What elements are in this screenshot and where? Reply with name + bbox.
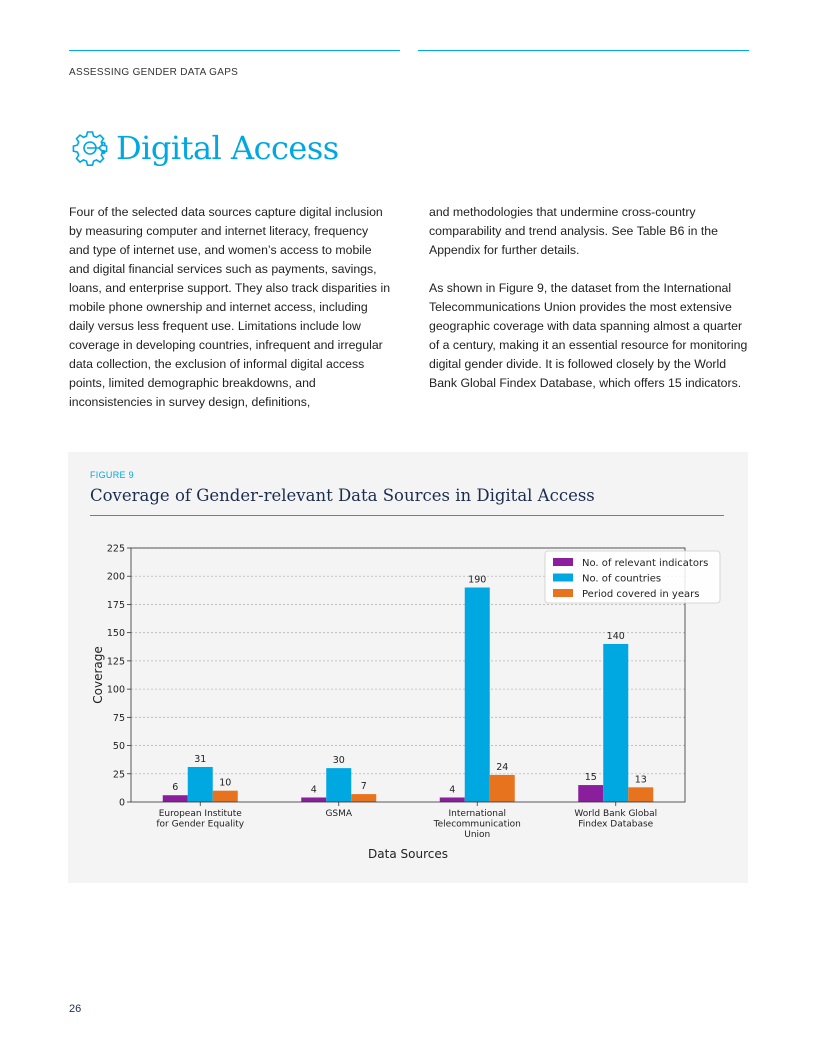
body-paragraph: and methodologies that undermine cross-country comparability and trend analysis. See Table B6 in the Appendix for further details. xyxy=(429,205,718,257)
x-axis-title: Data Sources xyxy=(368,847,448,861)
x-tick-label: GSMA xyxy=(325,809,353,819)
x-tick-label: European Institute for Gender Equality xyxy=(156,809,245,830)
y-axis-title: Coverage xyxy=(91,646,105,704)
gear-icon xyxy=(68,126,112,170)
bar xyxy=(163,795,188,802)
y-tick-label: 175 xyxy=(106,599,125,611)
body-column-right xyxy=(429,203,751,412)
bar xyxy=(578,785,603,802)
legend-label: No. of relevant indicators xyxy=(582,558,709,569)
bar-value-label: 24 xyxy=(496,761,509,773)
bar xyxy=(603,644,628,802)
bar-chart xyxy=(68,452,748,883)
figure-title: Coverage of Gender-relevant Data Sources in Digital Access xyxy=(90,486,595,505)
header-rule-right xyxy=(418,50,749,51)
section-label: ASSESSING GENDER DATA GAPS xyxy=(69,67,239,78)
bar xyxy=(440,797,465,802)
legend-label: No. of countries xyxy=(582,573,662,585)
page-number: 26 xyxy=(69,1003,82,1015)
body-column-left xyxy=(69,203,391,431)
bar-value-label: 4 xyxy=(449,784,456,796)
legend-swatch xyxy=(553,589,573,597)
bar xyxy=(351,794,376,802)
y-tick-label: 25 xyxy=(112,769,125,781)
y-tick-label: 100 xyxy=(106,684,125,696)
legend-swatch xyxy=(553,558,573,566)
bar xyxy=(188,767,213,802)
bar xyxy=(326,768,351,802)
header-rule-left xyxy=(69,50,400,51)
figure-panel xyxy=(68,452,748,883)
legend-label: Period covered in years xyxy=(582,589,700,600)
bar-value-label: 15 xyxy=(584,772,597,784)
body-paragraph: Four of the selected data sources capture digital inclusion by measuring computer and internet literacy, frequency and type of internet use, and women’s access to mobile and digital financial services such as payments, savings, loans, and enterprise support. They also track disparities in mobile phone ownership and internet access, including daily versus less frequent use. Limitations include low coverage in developing countries, infrequent and irregular data collection, the exclusion of informal digital access points, limited demographic breakdowns, and inconsistencies in survey design, definitions, xyxy=(69,205,391,409)
x-tick-label: International Telecommunication Union xyxy=(433,809,521,840)
bar-value-label: 13 xyxy=(634,774,647,786)
bar-value-label: 7 xyxy=(360,781,367,793)
y-tick-label: 0 xyxy=(118,797,125,809)
bar-value-label: 30 xyxy=(332,755,345,767)
page-title-block xyxy=(68,126,339,170)
bar xyxy=(465,588,490,802)
body-paragraph: As shown in Figure 9, the dataset from the International Telecommunications Union provides the most extensive geographic coverage with data spanning almost a quarter of a century, making it an essential resource for monitoring digital gender divide. It is followed closely by the World Bank Global Findex Database, which offers 15 indicators. xyxy=(429,281,748,390)
x-tick-label: World Bank Global Findex Database xyxy=(574,809,658,830)
y-tick-label: 50 xyxy=(112,741,125,753)
y-tick-label: 225 xyxy=(106,543,125,555)
bar-value-label: 4 xyxy=(310,784,317,796)
y-tick-label: 150 xyxy=(106,628,125,640)
y-tick-label: 75 xyxy=(112,712,125,724)
bar xyxy=(213,791,238,802)
y-tick-label: 200 xyxy=(106,571,125,583)
figure-label: FIGURE 9 xyxy=(90,470,134,480)
legend-swatch xyxy=(553,574,573,582)
y-tick-label: 125 xyxy=(106,656,125,668)
bar-value-label: 31 xyxy=(194,754,207,766)
bar xyxy=(301,797,326,802)
bar xyxy=(490,775,515,802)
bar-value-label: 140 xyxy=(606,630,625,642)
page-title: Digital Access xyxy=(116,129,339,167)
bar-value-label: 10 xyxy=(219,777,232,789)
bar xyxy=(628,787,653,802)
bar-value-label: 6 xyxy=(172,782,179,794)
bar-value-label: 190 xyxy=(468,574,487,586)
